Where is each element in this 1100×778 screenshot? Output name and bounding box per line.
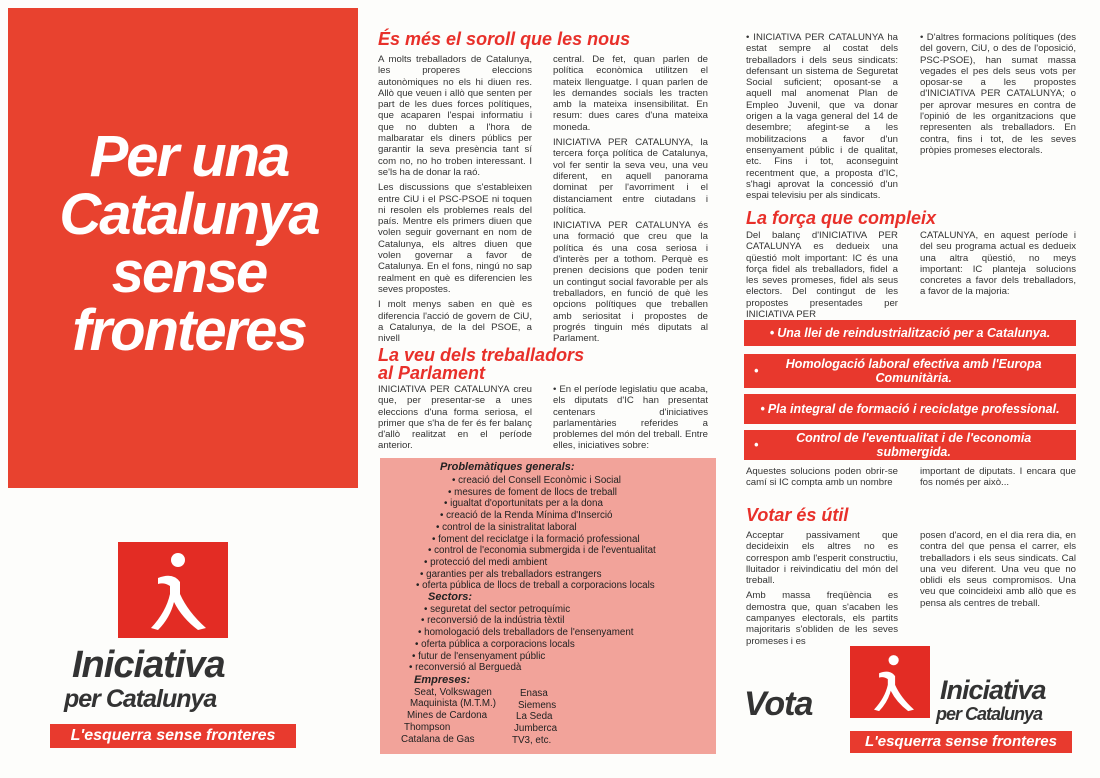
vota-label: Vota — [744, 685, 813, 723]
list-item: • creació del Consell Econòmic i Social — [452, 475, 718, 487]
tagline-right: L'esquerra sense fronteres — [850, 731, 1072, 753]
after-bars-1: Aquestes solucions poden obrir-se camí si IC compta amb un nombre — [746, 466, 898, 489]
list-item: • protecció del medi ambient — [424, 557, 718, 569]
list-item: • igualtat d'oportunitats per a la dona — [444, 498, 718, 510]
list-item: Siemens — [518, 699, 557, 711]
list-item: Enasa — [520, 688, 548, 699]
list-item: • garanties per als treballadors estrangers — [420, 569, 718, 581]
general-items — [422, 475, 718, 592]
list-item: Seat, Volkswagen — [414, 686, 492, 698]
list-item: • mesures de foment de llocs de treball — [448, 487, 718, 499]
general-list: Problemàtiques generals: — [440, 461, 575, 473]
list-item: La Seda — [516, 711, 553, 723]
sec2-column-1: INICIATIVA PER CATALUNYA creu que, per presentar-se a unes eleccions d'una forma seriosa, el primer que s'ha de fer és fer balanç d'allò realitzat en el període anterior. — [378, 384, 532, 452]
companies-list: Empreses: Seat, Volkswagen Maquinista (M.T.M.) Mines de Cardona Thompson Catalana de Gas — [408, 675, 528, 745]
list-item: • control de l'economia submergida i de l'eventualitat — [428, 545, 718, 557]
proposal-bar-1: • Una llei de reindustrialització per a Catalunya. — [744, 320, 1076, 346]
sec1-column-1: A molts treballadors de Catalunya, les properes eleccions autonòmiques no els hi diuen res. Allò que veuen i allò que senten per part de les dues forces polítiques, que acaparen l'espai informatiu i que no dubten a l'hora de malbaratar els diners públics per garantir la seva presència tant sí com no, no ho troben interessant. I se'ls ha de donar la raó. Les discussions que s'estableixen entre CiU i el PSC-PSOE ni toquen ni resolen els problemes reals del país. Mentre els primers diuen que volen seguir governant en nom de Catalunya, els altres diuen que volen governar a favor de Catalunya. En el fons, ningú no sap realment en què es diferencien les seves propostes. I molt menys saben en què es diferencia l'acció de govern de CiU, a Catalunya, de la del PSOE, a nivell — [378, 54, 532, 345]
section-title-veu: La veu dels treballadors al Parlament — [378, 345, 585, 383]
proposal-bar-2: • Homologació laboral efectiva amb l'Europa Comunitària. — [744, 354, 1076, 388]
sec1-column-2: central. De fet, quan parlen de política econòmica utilitzen el mateix llenguatge. I quan parlen de les demandes socials les tracten amb la mateixa insensibilitat. En resum: dues cares d'una mateixa moneda. INICIATIVA PER CATALUNYA, la tercera força política de Catalunya, vol fer sentir la seva veu, una veu diferent, en aquell panorama dominat per l'avorriment i el distanciament entre ciutadans i política. INICIATIVA PER CATALUNYA és una formació que creu que la política és una cosa seriosa i d'interès per a tothom. Perquè es prenen decisions que poden tenir un contingut social favorable per als treballadors, en funció de què les opcions polítiques que treballen amb seriositat i propostes de progrés tinguin més diputats al Parlament. — [553, 54, 708, 345]
list-item: • oferta pública de llocs de treball a corporacions locals — [416, 580, 718, 592]
section-title-votar: Votar és útil — [746, 505, 849, 525]
brand-subtitle: per Catalunya — [64, 685, 217, 713]
companies-list-2 — [512, 688, 608, 747]
after-bars-2: important de diputats. I encara que fos només per això... — [920, 466, 1076, 489]
list-item: Jumberca — [514, 723, 558, 735]
list-item: • reconversió de la indústria tèxtil — [421, 615, 712, 627]
list-item: Mines de Cardona — [407, 710, 488, 722]
brand-name: Iniciativa — [72, 644, 225, 686]
list-item: • control de la sinistralitat laboral — [436, 522, 718, 534]
right-column-2: • D'altres formacions polítiques (des del govern, CiU, o des de l'oposició, PSC-PSOE), han sumat massa vegades el pes dels seus vots per oposar-se a les propostes d'INICIATIVA PER CATALUNYA; o per aprovar mesures en contra de l'opinió de les organitzacions que representen als treballadors. En contra, fins i tot, de les seves pròpies promeses electorals. — [920, 32, 1076, 156]
ic-logo-icon — [850, 646, 930, 718]
force-column-1: Del balanç d'INICIATIVA PER CATALUNYA es dedueix una qüestió molt important: IC és una força fidel als treballadors, fidel a les seves promeses, fidel als seus electors. Del contingut de les propostes presentades per INICIATIVA PER — [746, 230, 898, 321]
cover-headline: Per una Catalunya sense fronteres — [59, 124, 319, 363]
proposal-bar-3: • Pla integral de formació i reciclatge professional. — [744, 394, 1076, 424]
list-item: • seguretat del sector petroquímic — [424, 604, 712, 616]
list-item: Thompson — [404, 721, 451, 733]
list-item: • oferta pública a corporacions locals — [415, 639, 712, 651]
list-item: Catalana de Gas — [401, 733, 475, 745]
vote-column-1: Acceptar passivament que decideixin els altres no es correspon amb l'esperit constructiu, lluitador i reivindicatiu del món del treball. Amb massa freqüència es demostra que, quan s'acaben les campanyes electorals, els partits majoritaris s'obliden de les seves promeses i es — [746, 530, 898, 647]
list-item: TV3, etc. — [512, 734, 552, 746]
right-column-1: • INICIATIVA PER CATALUNYA ha estat sempre al costat dels treballadors i dels seus sindicats: defensant un sistema de Seguretat Social suficient; oposant-se a aquell mal anomenat Plan de Empleo Juvenil, que va donar origen a la vaga general del 14 de desembre; afegint-se a les mobilitzacions a favor d'un ensenyament públic i de qualitat, etc. Fins i tot, aconseguint recentment que, a proposta d'IC, s'hagi aprovat la concessió d'un espai televisiu per als sindicats. — [746, 32, 898, 202]
tagline: L'esquerra sense fronteres — [50, 724, 296, 748]
vote-column-2: posen d'acord, en el dia rera dia, en contra del que pensa el carrer, els treballadors i els seus sindicats. Cal una veu diferent. Una veu que no oblidi els seus compromisos. Una veu que coincideixi amb allò que es pensa als centres de treball. — [920, 530, 1076, 609]
brand-subtitle-right: per Catalunya — [936, 704, 1043, 724]
list-item: • futur de l'ensenyament públic — [412, 651, 712, 663]
ic-logo-icon — [118, 542, 228, 638]
proposal-bar-4: • Control de l'eventualitat i de l'economia submergida. — [744, 430, 1076, 460]
section-title-forca: La força que compleix — [746, 208, 937, 228]
section-title-soroll: És més el soroll que les nous — [378, 29, 631, 49]
force-column-2: CATALUNYA, en aquest període i del seu programa actual es dedueix una altra qüestió, no meys important: IC planteja solucions concretes a favor dels treballadors, a favor de la majoria: — [920, 230, 1076, 298]
list-item: • homologació dels treballadors de l'ensenyament — [418, 627, 712, 639]
list-item: Maquinista (M.T.M.) — [410, 698, 497, 710]
sectors-list: Sectors: • seguretat del sector petroquímic • reconversió de la indústria tèxtil • homologació dels treballadors de l'ensenyament • oferta pública a corporacions locals • futur de l'ensenyament públic • reconversió al Berguedà — [422, 592, 712, 674]
sec2-column-2: • En el període legislatiu que acaba, els diputats d'IC han presentat centenars d'iniciatives parlamentàries referides a problemes del món del treball. Entre elles, iniciatives sobre: — [553, 384, 708, 452]
brand-name-right: Iniciativa — [940, 675, 1046, 705]
list-item: • reconversió al Berguedà — [409, 662, 712, 674]
list-item: • foment del reciclatge i la formació professional — [432, 534, 718, 546]
list-item: • creació de la Renda Mínima d'Inserció — [440, 510, 718, 522]
